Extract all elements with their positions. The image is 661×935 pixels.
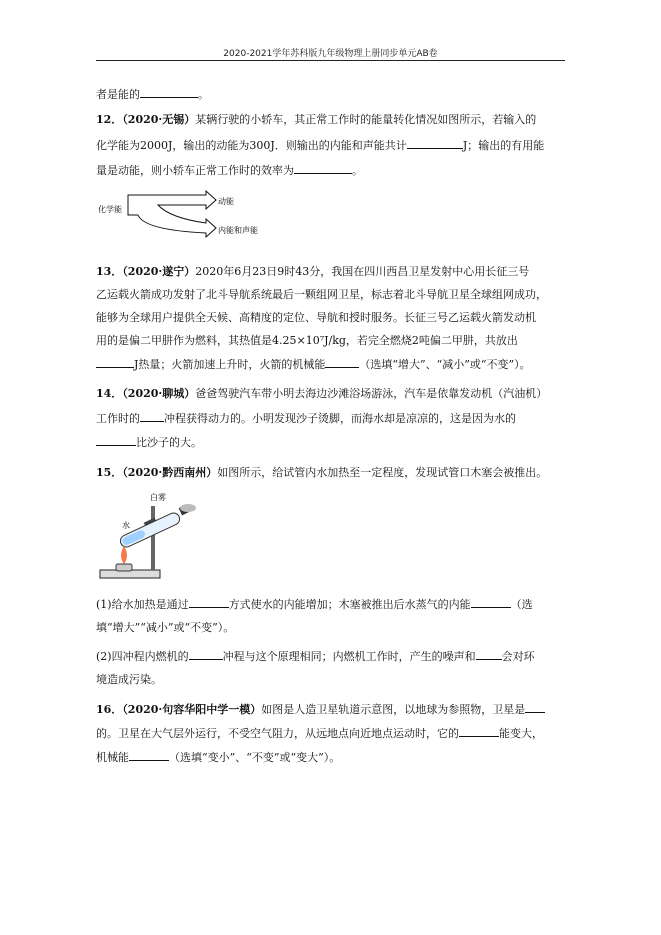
blank[interactable] <box>96 434 136 446</box>
question-number: 12． <box>96 113 123 126</box>
blank[interactable] <box>140 410 164 422</box>
q13-line-1: 13．（2020·遂宁）2020年6月23日9时43分，我国在四川西昌卫星发射中心用长征三号 <box>96 265 530 278</box>
blank[interactable] <box>189 648 223 660</box>
q16-line-3: 机械能 （选填“变小”、“不变”或“变大”）。 <box>96 751 341 764</box>
page-header: 2020-2021学年苏科版九年级物理上册同步单元AB卷 <box>223 49 438 59</box>
question-source: （2020·句容华阳中学一模） <box>122 703 262 716</box>
energy-flow-diagram <box>98 190 268 248</box>
q14-line-2: 工作时的 冲程获得动力的。小明发现沙子烫脚，而海水却是凉凉的，这是因为水的 <box>96 412 516 425</box>
question-source: （2020·聊城） <box>122 387 196 400</box>
question-number: 15． <box>96 466 123 479</box>
mist-label: 白雾 <box>150 493 166 502</box>
q12-line-3: 量是动能，则小轿车正常工作时的效率为 。 <box>96 164 363 177</box>
water-label: 水 <box>122 521 130 530</box>
header-divider <box>96 60 565 61</box>
blank[interactable] <box>140 86 198 98</box>
blank[interactable] <box>96 356 134 368</box>
blank[interactable] <box>471 596 511 608</box>
q13-line-3: 能够为全球用户提供全天候、高精度的定位、导航和授时服务。长征三号乙运载火箭发动机 <box>96 311 536 324</box>
blank[interactable] <box>294 162 352 174</box>
q15-part2-line-2: 境造成污染。 <box>96 673 162 686</box>
q16-line-1: 16．（2020·句容华阳中学一模）如图是人造卫星轨道示意图，以地球为参照物，卫星是 <box>96 701 545 718</box>
question-number: 14． <box>96 387 123 400</box>
blank[interactable] <box>476 648 502 660</box>
blank[interactable] <box>325 356 359 368</box>
diagram-output-kinetic: 动能 <box>218 197 234 206</box>
blank[interactable] <box>459 725 499 737</box>
question-source: （2020·无锡） <box>122 113 196 126</box>
q15-part1-line-1: (1)给水加热是通过 方式使水的内能增加；木塞被推出后水蒸气的内能 （选 <box>96 598 533 611</box>
diagram-input-label: 化学能 <box>98 205 122 214</box>
blank[interactable] <box>525 701 545 713</box>
blank[interactable] <box>129 749 169 761</box>
diagram-output-heat-sound: 内能和声能 <box>218 226 258 235</box>
q15-part2-line-1: (2)四冲程内燃机的 冲程与这个原理相同；内燃机工作时，产生的噪声和 会对环 <box>96 650 535 663</box>
q15-part1-line-2: 填“增大”“减小”或“不变”）。 <box>96 621 235 634</box>
question-source: （2020·黔西南州） <box>122 466 218 479</box>
q13-line-2: 乙运载火箭成功发射了北斗导航系统最后一颗组网卫星，标志着北斗导航卫星全球组网成功， <box>96 288 547 301</box>
q12-line-1: 12．（2020·无锡）某辆行驶的小轿车，其正常工作时的能量转化情况如图所示，若输入的 <box>96 113 537 126</box>
q16-line-2: 的。卫星在大气层外运行，不受空气阻力，从远地点向近地点运动时，它的 能变大， <box>96 727 543 740</box>
blank[interactable] <box>189 596 229 608</box>
question-number: 16． <box>96 703 123 716</box>
question-number: 13． <box>96 265 123 278</box>
question-source: （2020·遂宁） <box>122 265 196 278</box>
continued-line: 者是能的 。 <box>96 88 209 101</box>
q15-line-1: 15．（2020·黔西南州）如图所示，给试管内水加热至一定程度，发现试管口木塞会被推出。 <box>96 466 548 479</box>
q12-line-2: 化学能为2000J，输出的动能为300J．则输出的内能和声能共计 J；输出的有用能 <box>96 139 545 152</box>
q14-line-3: 比沙子的大。 <box>96 434 202 451</box>
test-tube-heating-figure <box>98 488 198 586</box>
q13-line-5: J热量；火箭加速上升时，火箭的机械能 （选填“增大”、“减小”或“不变”）。 <box>96 356 531 373</box>
q13-line-4: 用的是偏二甲肼作为燃料，其热值是4.25×10⁷J/kg，若完全燃烧2吨偏二甲肼，共放出 <box>96 334 518 347</box>
q14-line-1: 14．（2020·聊城）爸爸驾驶汽车带小明去海边沙滩浴场游泳，汽车是依靠发动机（汽油机） <box>96 387 548 400</box>
blank[interactable] <box>407 137 463 149</box>
